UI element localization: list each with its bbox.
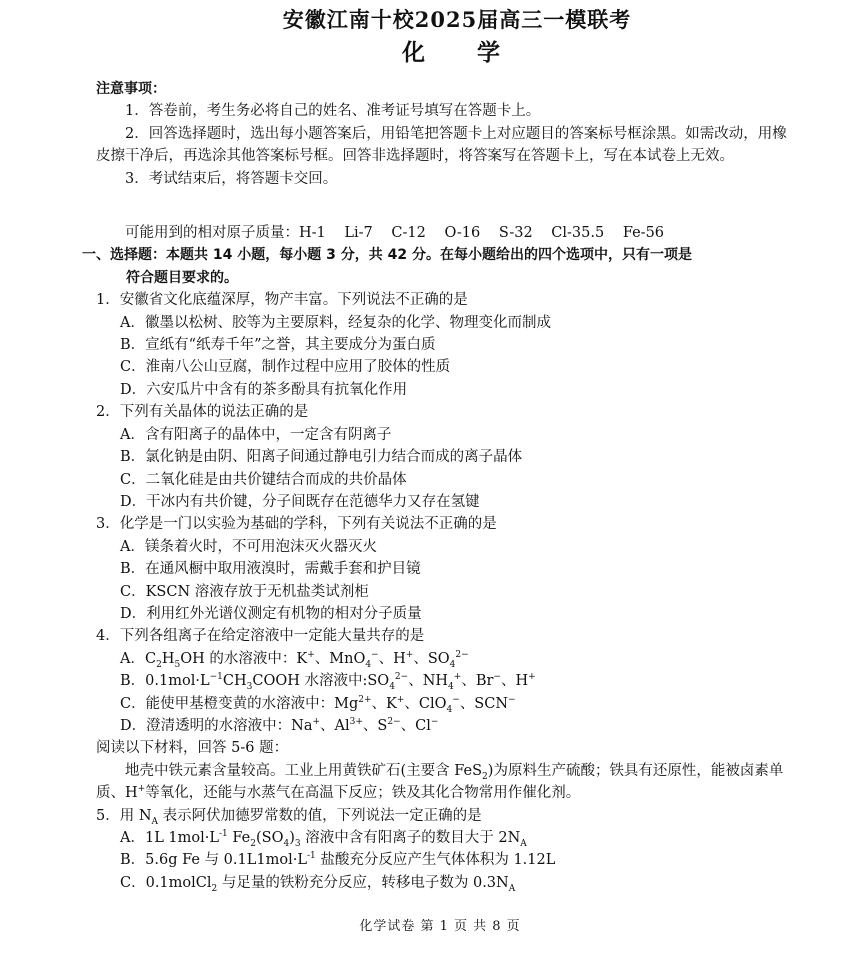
section-heading-cont: 符合题目要求的。 (126, 269, 238, 286)
question-5-stem: 5．用 $N_A$ 表示阿伏加德罗常数的值，下列说法一定正确的是 (96, 807, 482, 827)
question-2-option-d: D．干冰内有共价键，分子间既存在范德华力又存在氢键 (120, 493, 480, 510)
question-4-option-c: C．能使甲基橙变黄的水溶液中：$Mg^{2+}$、K+、ClO$_4$−、SCN− (120, 694, 516, 715)
question-4-stem: 4．下列各组离子在给定溶液中一定能大量共存的是 (96, 628, 425, 645)
atomic-mass: S-32 (498, 225, 533, 242)
reading-material: 地壳中铁元素含量较高。工业上用黄铁矿石(主要含 FeS$_2$)为原料生产硫酸；铁具有还原性，能被卤素单质、H+等氧化，还能与水蒸气在高温下反应；铁及其化合物常用作催化剂。 (96, 762, 784, 802)
atomic-mass: C-12 (391, 225, 426, 242)
exam-title: 安徽江南十校2025届高三一模联考 (282, 7, 632, 32)
question-3-stem: 3．化学是一门以实验为基础的学科，下列有关说法不正确的是 (96, 516, 497, 533)
question-1-stem: 1．安徽省文化底蕴深厚，物产丰富。下列说法不正确的是 (96, 292, 468, 309)
subject-title: 化 学 (401, 39, 522, 66)
question-3-option-d: D．利用红外光谱仪测定有机物的相对分子质量 (120, 605, 422, 622)
question-1-option-c: C．淮南八公山豆腐，制作过程中应用了胶体的性质 (120, 359, 451, 376)
atomic-mass: Fe-56 (622, 225, 665, 242)
question-3-option-b: B．在通风橱中取用液溴时，需戴手套和护目镜 (120, 561, 421, 578)
notes-title: 注意事项： (96, 81, 166, 97)
question-4-option-d: D．澄清透明的水溶液中：Na+、$Al^{3+}$、$S^{2-}$、Cl− (120, 717, 439, 734)
note-item: 1．答卷前，考生务必将自己的姓名、准考证号填写在答题卡上。 (125, 103, 541, 120)
atomic-mass: O-16 (444, 225, 481, 242)
question-5-option-c: C．0.1molCl$_2$ 与足量的铁粉充分反应，转移电子数为 $0.3N_A$ (120, 874, 516, 894)
page-footer: 化学试卷 第 1 页 共 8 页 (359, 919, 521, 934)
atomic-masses (96, 222, 788, 244)
question-5-option-b: B．5.6g Fe 与 $0.1L1mol\cdot L^{-1}$ 盐酸充分反应产生气体体积为 1.12L (120, 851, 556, 869)
question-5-option-a: A．1L $1mol\cdot L^{-1}$ $Fe_2(SO_4)_3$ 溶液中含有阳离子的数目大于 $2N_A$ (120, 829, 527, 849)
atomic-mass: Cl-35.5 (551, 225, 605, 242)
question-1-option-b: B．宣纸有“纸寿千年”之誉，其主要成分为蛋白质 (120, 337, 436, 354)
atomic-mass: H-1 (299, 225, 326, 242)
question-2-stem: 2．下列有关晶体的说法正确的是 (96, 404, 309, 421)
question-1-option-a: A．徽墨以松树、胶等为主要原料，经复杂的化学、物理变化而制成 (120, 314, 551, 331)
atomic-masses-label: 可能用到的相对原子质量： (125, 225, 299, 242)
atomic-mass: Li-7 (344, 225, 373, 242)
question-2-option-c: C．二氧化硅是由共价键结合而成的共价晶体 (120, 471, 407, 488)
section-heading: 一、选择题：本题共 14 小题，每小题 3 分，共 42 分。在每小题给出的四个选项中，只有一项是 (82, 247, 692, 264)
question-3-option-a: A．镁条着火时，不可用泡沫灭火器灭火 (120, 538, 377, 555)
note-item: 3．考试结束后，将答题卡交回。 (125, 170, 338, 187)
question-3-option-c: C．KSCN 溶液存放于无机盐类试剂柜 (120, 583, 369, 600)
question-4-option-b: B．$0.1mol\cdot L^{-1}CH_3COOH$ 水溶液中$:SO_4^{2-}$、$NH_4^+$、Br−、H+ (120, 672, 536, 693)
question-2-option-a: A．含有阳离子的晶体中，一定含有阴离子 (120, 426, 392, 443)
question-2-option-b: B．氯化钠是由阴、阳离子间通过静电引力结合而成的离子晶体 (120, 449, 523, 466)
reading-intro: 阅读以下材料，回答 5-6 题： (96, 740, 289, 757)
note-item: 2．回答选择题时，选出每小题答案后，用铅笔把答题卡上对应题目的答案标号框涂黑。如需改动，用橡皮擦干净后，再选涂其他答案标号框。回答非选择题时，将答案写在答题卡上，写在本试卷上无效。 (96, 125, 787, 165)
question-1-option-d: D．六安瓜片中含有的茶多酚具有抗氧化作用 (120, 381, 408, 398)
question-4-option-a: A．$C_2H_5OH$ 的水溶液中：K+、MnO$_4$−、H+、$SO_4^{2-}$ (120, 649, 469, 670)
